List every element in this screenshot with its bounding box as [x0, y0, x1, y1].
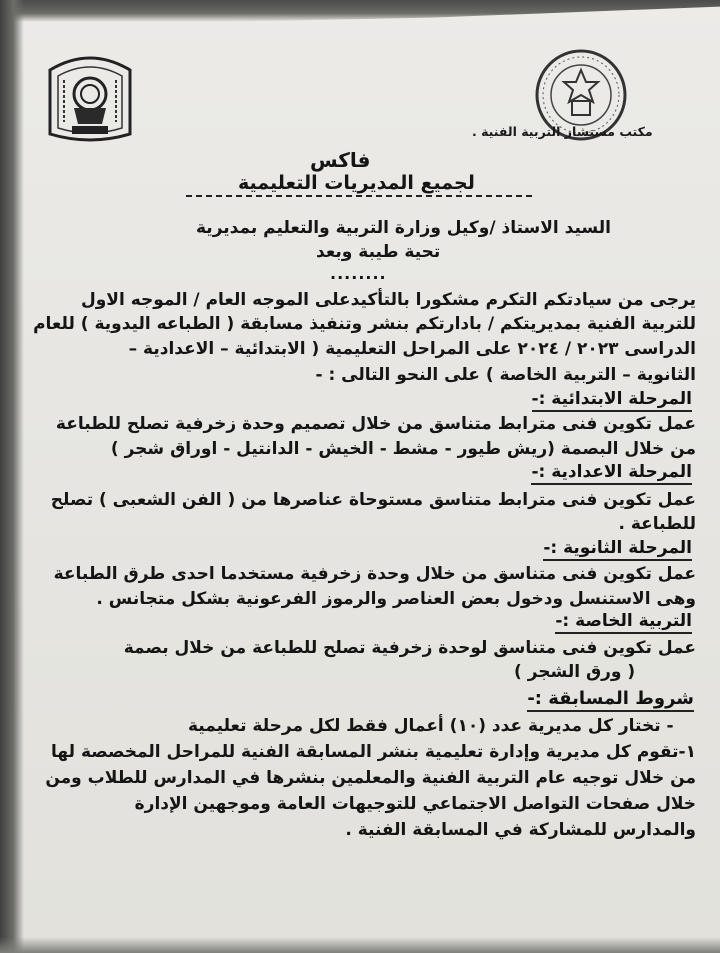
condition-line: - تختار كل مديرية عدد (١٠) أعمال فقط لكل مرحلة تعليمية	[188, 716, 674, 736]
condition-line: خلال صفحات التواصل الاجتماعي للتوجيهات العامة وموجهين الإدارة	[134, 794, 696, 814]
section-line: للطباعة .	[618, 514, 696, 534]
section-heading-secondary: المرحلة الثانوية :-	[543, 538, 692, 561]
intro-line-3: الدراسى ٢٠٢٣ / ٢٠٢٤ على المراحل التعليمية ( الابتدائية – الاعدادية –	[128, 339, 696, 359]
intro-line-2: للتربية الفنية بمديريتكم / بادارتكم بنشر وتنفيذ مسابقة ( الطباعه اليدوية ) للعام	[33, 314, 696, 334]
section-line: عمل تكوين فنى مترابط متناسق مستوحاة عناصرها من ( الفن الشعبى ) تصلح	[50, 490, 696, 510]
section-line: ( ورق الشجر )	[514, 662, 636, 682]
dots-line: ........	[330, 264, 387, 283]
section-line: عمل تكوين فنى متناسق لوحدة زخرفية تصلح للطباعة من خلال بصمة	[123, 638, 696, 658]
condition-line: والمدارس للمشاركة في المسابقة الفنية .	[345, 820, 696, 840]
photo-edge-left	[0, 0, 24, 953]
separator-line	[186, 195, 532, 197]
photo-edge-bottom	[0, 937, 720, 953]
condition-line: ١-تقوم كل مديرية وإدارة تعليمية بنشر المسابقة الفنية للمراحل المخصصة لها	[51, 742, 696, 762]
section-line: وهى الاستنسل ودخول بعض العناصر والرموز الفرعونية بشكل متجانس .	[96, 589, 696, 609]
intro-line-4: الثانوية – التربية الخاصة ) على النحو التالى : -	[315, 365, 696, 385]
section-heading-preparatory: المرحلة الاعدادية :-	[531, 462, 692, 485]
greeting-line: تحية طيبة وبعد	[316, 242, 441, 262]
section-heading-special: التربية الخاصة :-	[555, 611, 692, 634]
section-heading-primary: المرحلة الابتدائية :-	[532, 389, 692, 412]
fax-title: فاكس	[310, 148, 371, 172]
section-line: عمل تكوين فنى متناسق من خلال وحدة زخرفية مستخدما احدى طرق الطباعة	[53, 564, 696, 584]
section-line: عمل تكوين فنى مترابط متناسق من خلال تصميم وحدة زخرفية تصلح للطباعة	[55, 414, 696, 434]
photo-edge-top	[0, 0, 720, 22]
intro-line-1: يرجى من سيادتكم التكرم مشكورا بالتأكيدعلى الموجه العام / الموجه الاول	[80, 290, 696, 310]
office-label: مكتب مستشار التربية الفنية .	[472, 124, 653, 139]
addressee-line: السيد الاستاذ /وكيل وزارة التربية والتعليم بمديرية	[196, 218, 611, 238]
conditions-heading: شروط المسابقة :-	[527, 688, 694, 712]
condition-line: من خلال توجيه عام التربية الفنية والمعلمين بنشرها في المدارس للطلاب ومن	[45, 768, 696, 788]
recipient-line: لجميع المديريات التعليمية	[238, 172, 475, 194]
ministry-emblem-icon	[44, 50, 136, 146]
section-line: من خلال البصمة (ريش طيور - مشط - الخيش - الدانتيل - اوراق شجر )	[110, 439, 696, 459]
